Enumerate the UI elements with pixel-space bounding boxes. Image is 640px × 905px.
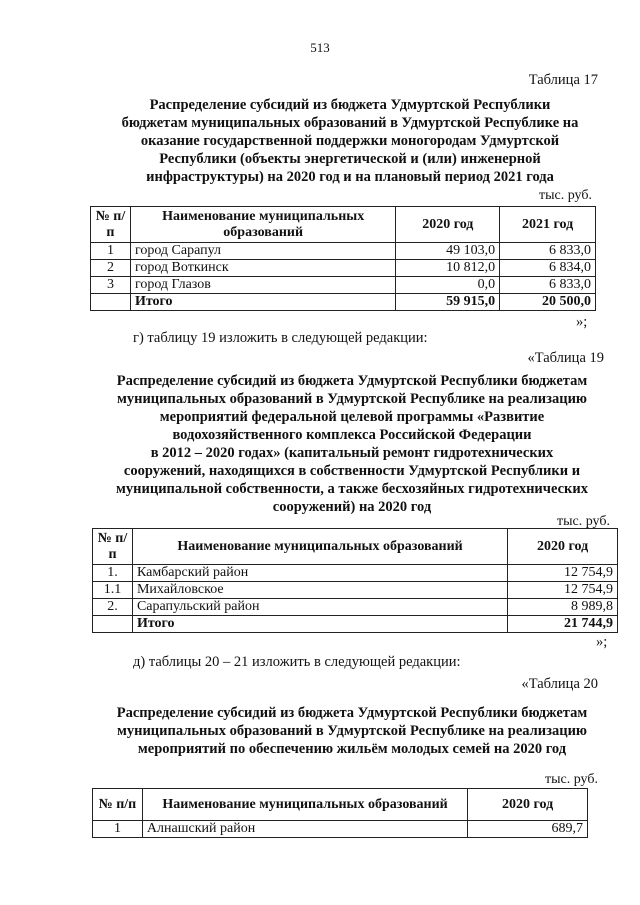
table-row	[93, 565, 618, 582]
table-row	[93, 821, 588, 838]
table-17-units: тыс. руб.	[539, 188, 592, 203]
table-20-units: тыс. руб.	[545, 772, 598, 787]
cell-name: Михайловское	[132, 582, 507, 599]
heading-line: Республики (объекты энергетической и (или) инженерной	[159, 151, 541, 167]
cell-num: 2.	[93, 599, 133, 616]
table-20-heading	[82, 704, 622, 758]
paragraph-d: д) таблицы 20 – 21 изложить в следующей редакции:	[133, 654, 461, 670]
col-header-name: Наименование муниципальных образований	[130, 207, 395, 243]
total-label: Итого	[132, 616, 507, 633]
table-total-row	[91, 294, 596, 311]
table-row	[91, 243, 596, 260]
heading-line: мероприятий по обеспечению жильём молодых семей на 2020 год	[137, 741, 567, 757]
table-total-row	[93, 616, 618, 633]
cell-num: 1.	[93, 565, 133, 582]
table-row	[93, 582, 618, 599]
heading-line: муниципальной собственности, а также бесхозяйных гидротехнических	[116, 481, 588, 497]
cell-2020: 689,7	[468, 821, 588, 838]
heading-line: сооружений, находящихся в собственности Удмуртской Республики и	[123, 463, 581, 479]
total-2020: 59 915,0	[396, 294, 500, 311]
cell-2020: 8 989,8	[508, 599, 618, 616]
table-19-heading	[82, 372, 622, 516]
cell-2021: 6 833,0	[500, 243, 596, 260]
cell-name: город Воткинск	[130, 260, 395, 277]
col-header-2021: 2021 год	[500, 207, 596, 243]
table-20-label: «Таблица 20	[521, 676, 598, 692]
table-19	[92, 528, 618, 633]
heading-line: сооружений) на 2020 год	[272, 499, 432, 515]
paragraph-g: г) таблицу 19 изложить в следующей редакции:	[133, 330, 428, 346]
table-17	[90, 206, 596, 311]
cell-name: Сарапульский район	[132, 599, 507, 616]
cell-num	[93, 616, 133, 633]
heading-line: бюджетам муниципальных образований в Удмуртской Республике на	[121, 115, 579, 131]
table-row	[93, 599, 618, 616]
heading-line: Распределение субсидий из бюджета Удмуртской Республики	[149, 97, 551, 113]
cell-2020: 12 754,9	[508, 565, 618, 582]
table-row	[91, 277, 596, 294]
cell-name: город Сарапул	[130, 243, 395, 260]
table-19-close: »;	[596, 634, 608, 650]
total-2021: 20 500,0	[500, 294, 596, 311]
cell-2020: 0,0	[396, 277, 500, 294]
cell-num: 3	[91, 277, 131, 294]
cell-num	[91, 294, 131, 311]
col-header-num: № п/п	[93, 789, 143, 821]
col-header-2020: 2020 год	[396, 207, 500, 243]
heading-line: муниципальных образований в Удмуртской Республике на реализацию	[116, 391, 588, 407]
col-header-2020: 2020 год	[508, 529, 618, 565]
total-2020: 21 744,9	[508, 616, 618, 633]
heading-line: оказание государственной поддержки моногородам Удмуртской	[140, 133, 560, 149]
col-header-2020: 2020 год	[468, 789, 588, 821]
table-header-row	[91, 207, 596, 243]
cell-num: 1	[93, 821, 143, 838]
cell-num: 1.1	[93, 582, 133, 599]
cell-2021: 6 834,0	[500, 260, 596, 277]
table-row	[91, 260, 596, 277]
cell-name: Алнашский район	[142, 821, 467, 838]
table-17-heading	[90, 96, 610, 186]
cell-num: 1	[91, 243, 131, 260]
col-header-name: Наименование муниципальных образований	[142, 789, 467, 821]
table-header-row	[93, 529, 618, 565]
col-header-num: № п/п	[93, 529, 133, 565]
heading-line: Распределение субсидий из бюджета Удмуртской Республики бюджетам	[116, 705, 588, 721]
cell-name: Камбарский район	[132, 565, 507, 582]
col-header-name: Наименование муниципальных образований	[132, 529, 507, 565]
heading-line: водохозяйственного комплекса Российской Федерации	[172, 427, 532, 443]
table-20	[92, 788, 588, 838]
cell-num: 2	[91, 260, 131, 277]
table-header-row	[93, 789, 588, 821]
cell-2020: 49 103,0	[396, 243, 500, 260]
heading-line: Распределение субсидий из бюджета Удмуртской Республики бюджетам	[116, 373, 588, 389]
total-label: Итого	[130, 294, 395, 311]
cell-2020: 10 812,0	[396, 260, 500, 277]
table-17-label: Таблица 17	[528, 72, 598, 88]
cell-2020: 12 754,9	[508, 582, 618, 599]
table-19-units: тыс. руб.	[557, 514, 610, 529]
heading-line: в 2012 – 2020 годах» (капитальный ремонт гидротехнических	[150, 445, 554, 461]
table-17-close: »;	[576, 314, 588, 330]
page-number: 513	[310, 40, 330, 55]
cell-2021: 6 833,0	[500, 277, 596, 294]
heading-line: мероприятий федеральной целевой программы «Развитие	[159, 409, 545, 425]
col-header-num: № п/п	[91, 207, 131, 243]
table-19-label: «Таблица 19	[527, 350, 604, 366]
cell-name: город Глазов	[130, 277, 395, 294]
heading-line: муниципальных образований в Удмуртской Республике на реализацию	[116, 723, 588, 739]
heading-line: инфраструктуры) на 2020 год и на плановый период 2021 года	[146, 169, 554, 185]
